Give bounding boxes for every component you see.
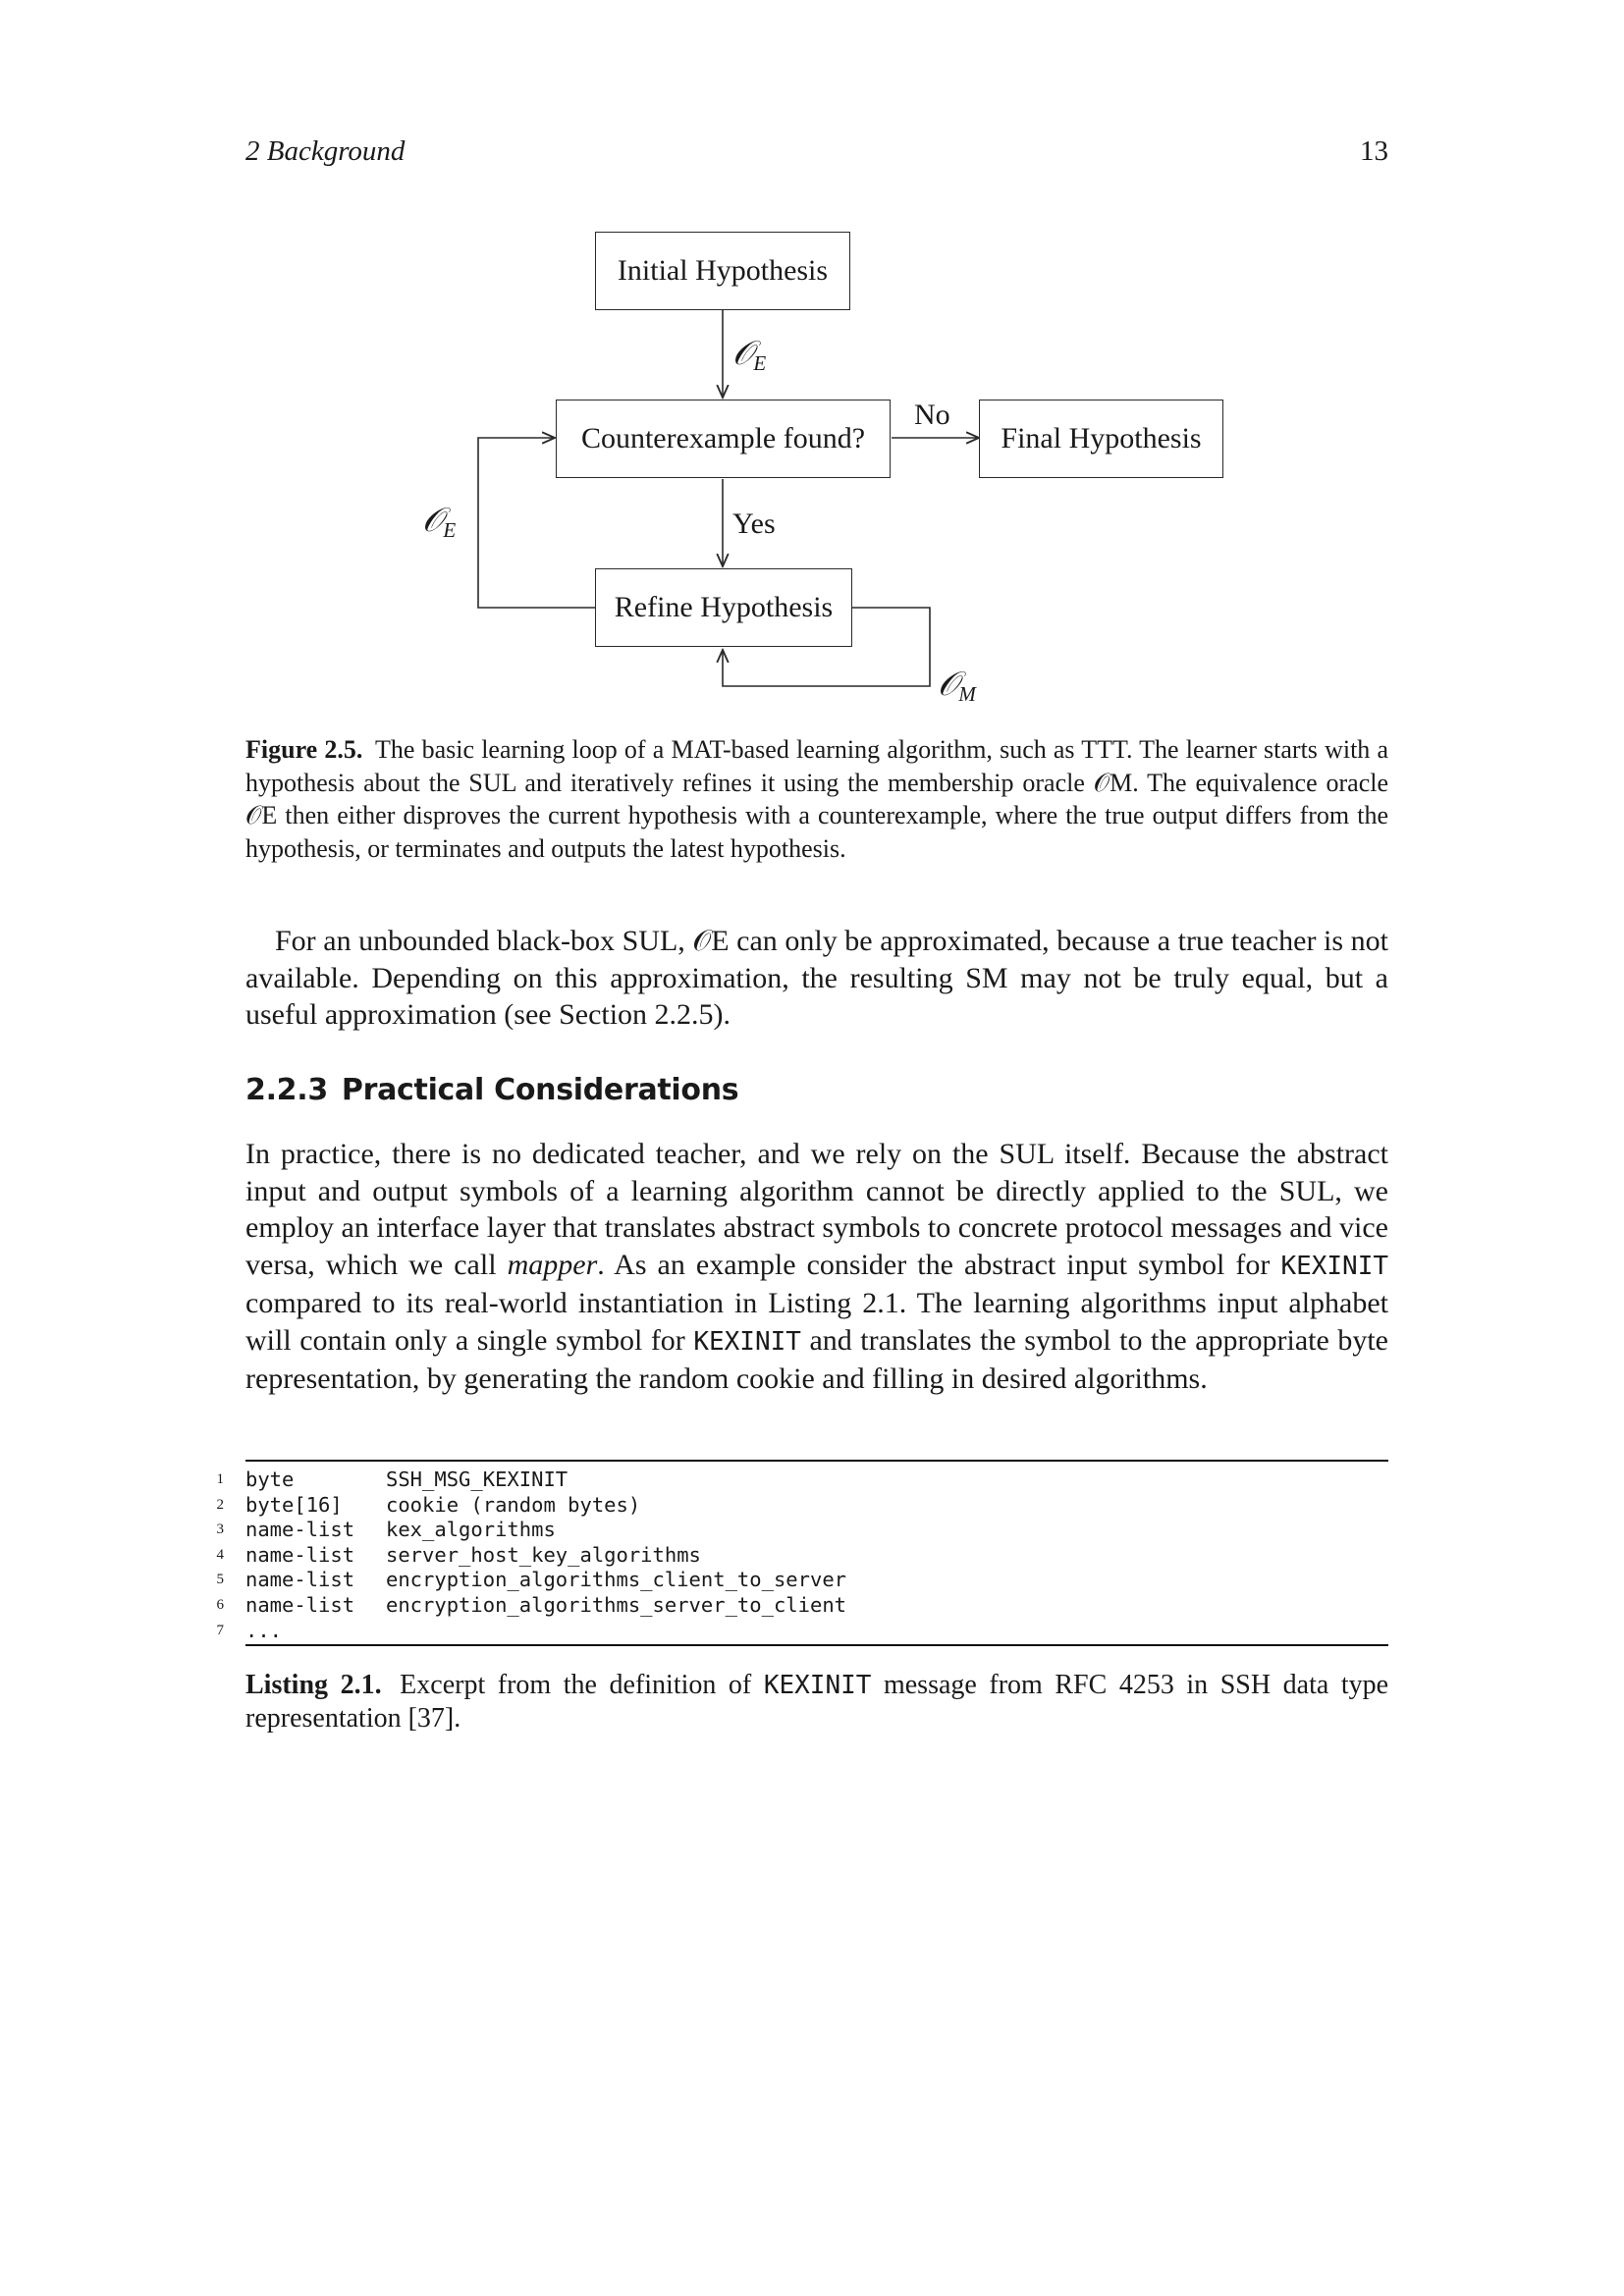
listing-caption-text-1: Excerpt from the definition of (400, 1670, 752, 1700)
para-text-2: . As an example consider the abstract input symbol for (597, 1248, 1271, 1281)
listing-top-rule (245, 1460, 1388, 1462)
para-text-1: In practice, there is no dedicated teacher, and we rely on the SUL itself. Because the abstract input and output symbols of a learning algorithm cannot be directly applied to the SUL, we employ an interface layer that translates abstract symbols to concrete protocol messages and vice versa, which we call (245, 1138, 1388, 1281)
node-counterexample-found: Counterexample found? (556, 400, 891, 478)
page-number: 13 (1360, 135, 1388, 167)
node-refine-hypothesis: Refine Hypothesis (595, 568, 852, 647)
code-listing (206, 1468, 1388, 1643)
code-kexinit: KEXINIT (693, 1326, 801, 1357)
listing-line: 6 name-list encryption_algorithms_server_to_client (216, 1592, 846, 1617)
para-text-4: and translates the symbol to the appropriate byte representation, by generating the random cookie and filling in desired algorithms. (245, 1323, 1388, 1395)
para-text-3: compared to its real-world instantiation in Listing 2.1. The learning algorithms input alphabet will contain only a single symbol for (245, 1287, 1388, 1357)
label-oracle-m: 𝒪$_M$ (938, 667, 976, 706)
listing-line: 5 name-list encryption_algorithms_client_to_server (216, 1568, 846, 1592)
label-oracle-e-left: 𝒪$_E$ (422, 503, 457, 542)
figure-caption-text: The basic learning loop of a MAT-based learning algorithm, such as TTT. The learner starts with a hypothesis about the SUL and iteratively refines it using the membership oracle 𝒪M. The equivalence oracle 𝒪E then either disproves the current hypothesis with a counterexample, where the true output differs from the hypothesis, or terminates and outputs the latest hypothesis. (245, 735, 1389, 863)
chapter-title: 2 Background (245, 135, 406, 167)
paragraph-practical (245, 1136, 1388, 1398)
label-yes: Yes (732, 507, 776, 540)
listing-line: 3 name-list kex_algorithms (216, 1518, 556, 1542)
paragraph-approximation: For an unbounded black-box SUL, 𝒪E can only be approximated, because a true teacher is not available. Depending on this approximation, the resulting SM may not be truly equal, but a useful approximation (see Section 2.2.5). (245, 925, 1388, 1031)
node-initial-hypothesis: Initial Hypothesis (595, 232, 850, 310)
listing-caption (245, 1669, 1388, 1735)
code-kexinit: KEXINIT (1280, 1251, 1389, 1281)
term-mapper: mapper (507, 1248, 598, 1281)
listing-line: 7 ... (216, 1618, 283, 1642)
listing-bottom-rule (245, 1644, 1388, 1646)
listing-line: 4 name-list server_host_key_algorithms (216, 1542, 701, 1567)
listing-caption-code: KEXINIT (763, 1671, 872, 1700)
listing-caption-text-2: message from RFC 4253 in SSH data type representation [37]. (245, 1670, 1389, 1734)
figure-caption-label: Figure 2.5. (245, 735, 363, 764)
section-heading (245, 1073, 738, 1107)
learning-loop-diagram (0, 0, 1624, 726)
label-oracle-e-top: 𝒪$_E$ (732, 336, 767, 375)
listing-caption-label: Listing 2.1. (245, 1670, 382, 1700)
node-final-hypothesis: Final Hypothesis (979, 400, 1223, 478)
label-no: No (914, 399, 950, 431)
section-title: Practical Considerations (341, 1073, 739, 1107)
section-number: 2.2.3 (245, 1073, 328, 1107)
figure-caption (245, 733, 1388, 865)
listing-line: 1 byte SSH_MSG_KEXINIT (216, 1468, 568, 1491)
listing-line: 2 byte[16] cookie (random bytes) (216, 1492, 641, 1517)
